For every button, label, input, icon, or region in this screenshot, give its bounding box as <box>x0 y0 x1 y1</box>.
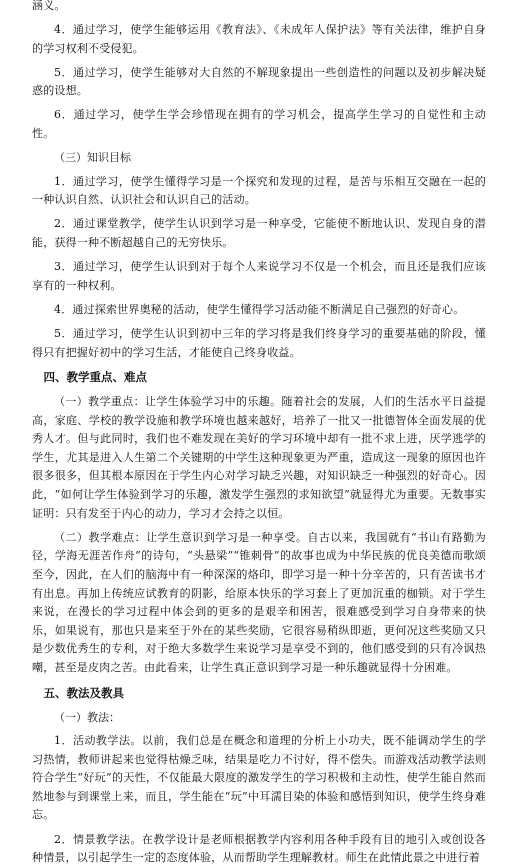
difficult-point-paragraph: （二）教学难点：让学生意识到学习是一种享受。自古以来，我国就有“书山有路勤为径，学海无涯苦作舟”的诗句，“头悬梁”“锥刺骨”的故事也成为中华民族的优良美德而歌颂至今，因此，在人们的脑海中有一种深深的烙印，即学习是一种十分辛苦的，只有苦读书才有出息。再加上传统应试教育的阴影，给原本快乐的学习套上了更加沉重的枷锁。对于学生来说，在漫长的学习过程中体会到的更多的是艰辛和困苦，很难感受到学习自身带来的快乐，如果说有，那也只是来至于外在的某些奖励，它很容易稍纵即逝，更何况这些奖励又只是少数优秀生的专利，对于绝大多数学生来说学习是享受不到的，他们感受到的只有冷讽热嘲，甚至是皮肉之苦。由此看来，让学生真正意识到学习是一种乐趣就显得十分困难。 <box>32 530 486 674</box>
method-item-2: 2．情景教学法。在教学设计是老师根据教学内容利用各种手段有目的地引入或创设各种情景，以引起学生一定的态度体验，从而帮助学生理解教材。师生在此情此景之中进行着 <box>32 832 486 865</box>
knowledge-item-2: 2．通过课堂教学，使学生认识到学习是一种享受，它能使不断地认识、发现自身的潜能，获得一种不断超越自己的无穷快乐。 <box>32 217 486 250</box>
goal-item-4: 4．通过学习，使学生能够运用《教育法》、《未成年人保护法》等有关法律，维护自身的学习权利不受侵犯。 <box>32 23 486 55</box>
knowledge-item-3: 3．通过学习，使学生认识到对于每个人来说学习不仅是一个机会，而且还是我们应该享有的一种权利。 <box>32 260 486 292</box>
section-heading-methods: 五、教法及教具 <box>43 685 124 700</box>
paragraph-fragment: 涵义。 <box>32 0 66 12</box>
knowledge-goals-title: （三）知识目标 <box>54 151 131 165</box>
goal-item-5: 5．通过学习，使学生能够对大自然的不解现象提出一些创造性的问题以及初步解决疑惑的设想。 <box>32 65 486 98</box>
method-item-1: 1．活动教学法。以前，我们总是在概念和道理的分析上小功夫，既不能调动学生的学习热情，教师讲起来也觉得枯燥乏味，结果是吃力不讨好，得不偿失。而游戏活动教学法则符合学生“好玩”的天性，不仅能最大限度的激发学生的学习积极和主动性，使学生能自然而然地参与到课堂上来，而且，学生能在“玩”中耳濡目染的体验和感悟到知识，使学生终身难忘。 <box>32 734 486 822</box>
knowledge-item-1: 1．通过学习，使学生懂得学习是一个探究和发现的过程，是苦与乐相互交融在一起的一种认识自然、认识社会和认识自己的活动。 <box>32 174 486 207</box>
knowledge-item-4: 4．通过探索世界奥秘的活动，使学生懂得学习活动能不断满足自己强烈的好奇心。 <box>54 302 465 316</box>
goal-item-6: 6．通过学习，使学生学会珍惜现在拥有的学习机会，提高学生学习的自觉性和主动性。 <box>32 108 486 141</box>
methods-title: （一）教法： <box>54 710 120 724</box>
key-point-paragraph: （一）教学重点：让学生体验学习中的乐趣。随着社会的发展，人们的生活水平日益提高，家庭、学校的教学设施和教学环境也越来越好，培养了一批又一批德智体全面发展的优秀人才。但与此同时，我们也不难发现在美好的学习环境中却有一批不求上进，厌学逃学的学生，尤其是进入人生第二个关键期的中学生这种现象更为严重，造成这一现象的原因也许很多很多，但其根本原因在于学生内心对学习缺乏兴趣，对知识缺乏一种强烈的好奇心。因此，“如何让学生体验到学习的乐趣，激发学生强烈的求知欲望”就显得尤为重要。无数事实证明：只有发至于内心的动力，学习才会持之以恒。 <box>32 395 486 520</box>
section-heading-key-points: 四、教学重点、难点 <box>43 370 147 385</box>
knowledge-item-5: 5．通过学习，使学生认识到初中三年的学习将是我们终身学习的重要基础的阶段，懂得只有把握好初中的学习生活，才能使自己终身收益。 <box>32 326 486 359</box>
